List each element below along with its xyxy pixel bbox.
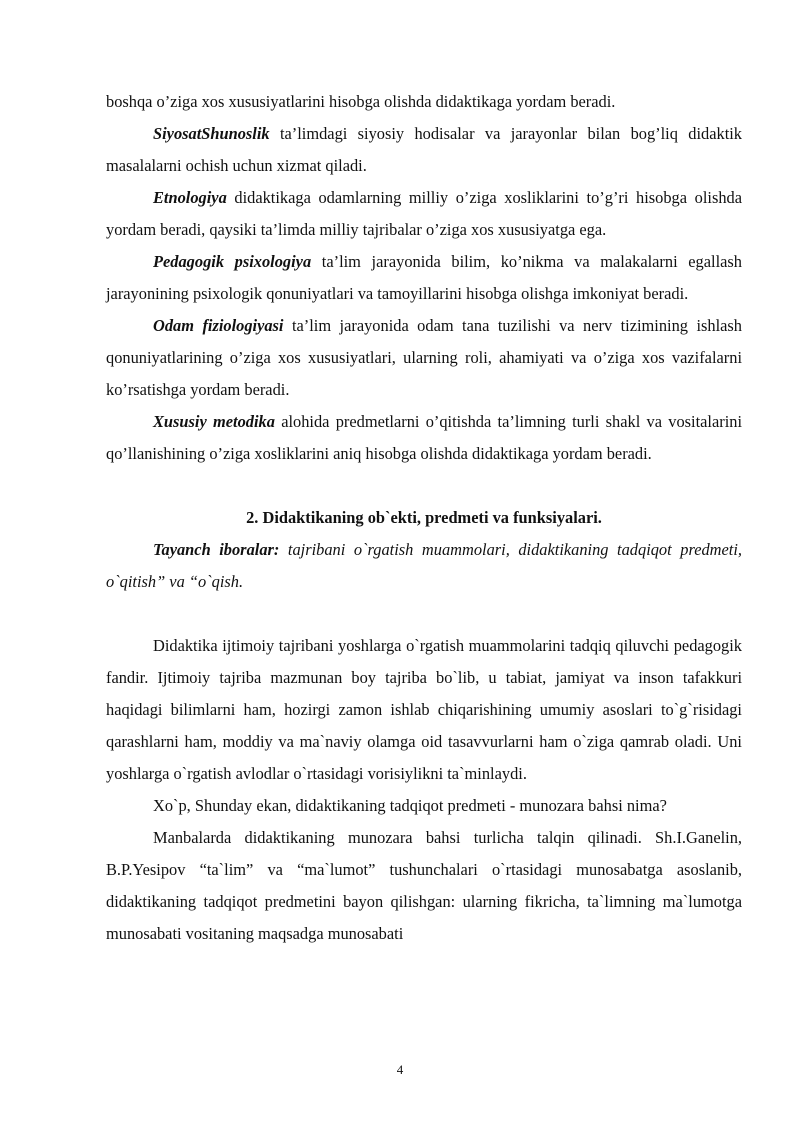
keywords-paragraph [106, 534, 742, 598]
term-label: Etnologiya [153, 188, 227, 207]
paragraph-xususiy-metodika [106, 406, 742, 470]
page-number: 4 [396, 1062, 404, 1077]
paragraph-text: boshqa o’ziga xos xususiyatlarini hisobga olishda didaktikaga yordam beradi. [106, 92, 616, 111]
paragraph-text: didaktikaga odamlarning milliy o’ziga xosliklarini to’g’ri hisobga olishda yordam beradi, qaysiki ta’limda milliy tajribalar o’ziga xos xususiyatga ega. [106, 188, 742, 239]
paragraph-text: ta’limdagi siyosiy hodisalar va jarayonlar bilan bog’liq didaktik masalalarni ochish uchun xizmat qiladi. [106, 124, 742, 175]
paragraph-text: ta’lim jarayonida bilim, ko’nikma va malakalarni egallash jarayonining psixologik qonuniyatlari va tamoyillarini hisobga olishga imkoniyat beradi. [106, 252, 742, 303]
paragraph-text: ta’lim jarayonida odam tana tuzilishi va nerv tizimining ishlash qonuniyatlarining o’ziga xos xususiyatlari, ularning roli, ahamiyati va o’ziga xos vazifalarni ko’rsatishga yordam beradi. [106, 316, 742, 399]
spacer [106, 598, 742, 630]
paragraph-odam-fiziologiyasi [106, 310, 742, 406]
body-paragraph-2: Xo`p, Shunday ekan, didaktikaning tadqiqot predmeti - munozara bahsi nima? [153, 796, 667, 815]
paragraph-etnologiya [106, 182, 742, 246]
term-label: Pedagogik psixologiya [153, 252, 312, 271]
page-content [106, 86, 742, 950]
paragraph-siyosatshunoslik [106, 118, 742, 182]
keywords-text: tajribani o`rgatish muammolari, didaktikaning tadqiqot predmeti, o`qitish” va “o`qish. [106, 540, 743, 591]
keywords-label: Tayanch iboralar: [153, 540, 280, 559]
paragraph-intro [106, 86, 742, 118]
section-heading: 2. Didaktikaning ob`ekti, predmeti va funksiyalari. [246, 508, 602, 527]
term-label: SiyosatShunoslik [153, 124, 270, 143]
paragraph-text: alohida predmetlarni o’qitishda ta’limning turli shakl va vositalarini qo’llanishining o’ziga xosliklarini aniq hisobga olishda didaktikaga yordam beradi. [106, 412, 742, 463]
term-label: Xususiy metodika [153, 412, 275, 431]
body-paragraph-3: Manbalarda didaktikaning munozara bahsi turlicha talqin qilinadi. Sh.I.Ganelin, B.P.Yesipov “ta`lim” va “ma`lumot” tushunchalari o`rtasidagi munosabatga asoslanib, didaktikaning tadqiqot predmetini bayon qilishgan: ularning fikricha, ta`limning ma`lumotga munosabati vositaning maqsadga munosabati [106, 828, 742, 943]
body-paragraph-1: Didaktika ijtimoiy tajribani yoshlarga o`rgatish muammolarini tadqiq qiluvchi pedagogik fandir. Ijtimoiy tajriba mazmunan boy tajriba bo`lib, u tabiat, jamiyat va inson tafakkuri haqidagi bilimlarni ham, hozirgi zamon ishlab chiqarishining umumiy asoslari to`g`risidagi qarashlarni ham, moddiy va ma`naviy olamga oid tasavvurlarni ham o`ziga qamrab oladi. Uni yoshlarga o`rgatish avlodlar o`rtasidagi vorisiylikni ta`minlaydi. [106, 636, 742, 783]
paragraph-pedagogik-psixologiya [106, 246, 742, 310]
term-label: Odam fiziologiyasi [153, 316, 284, 335]
